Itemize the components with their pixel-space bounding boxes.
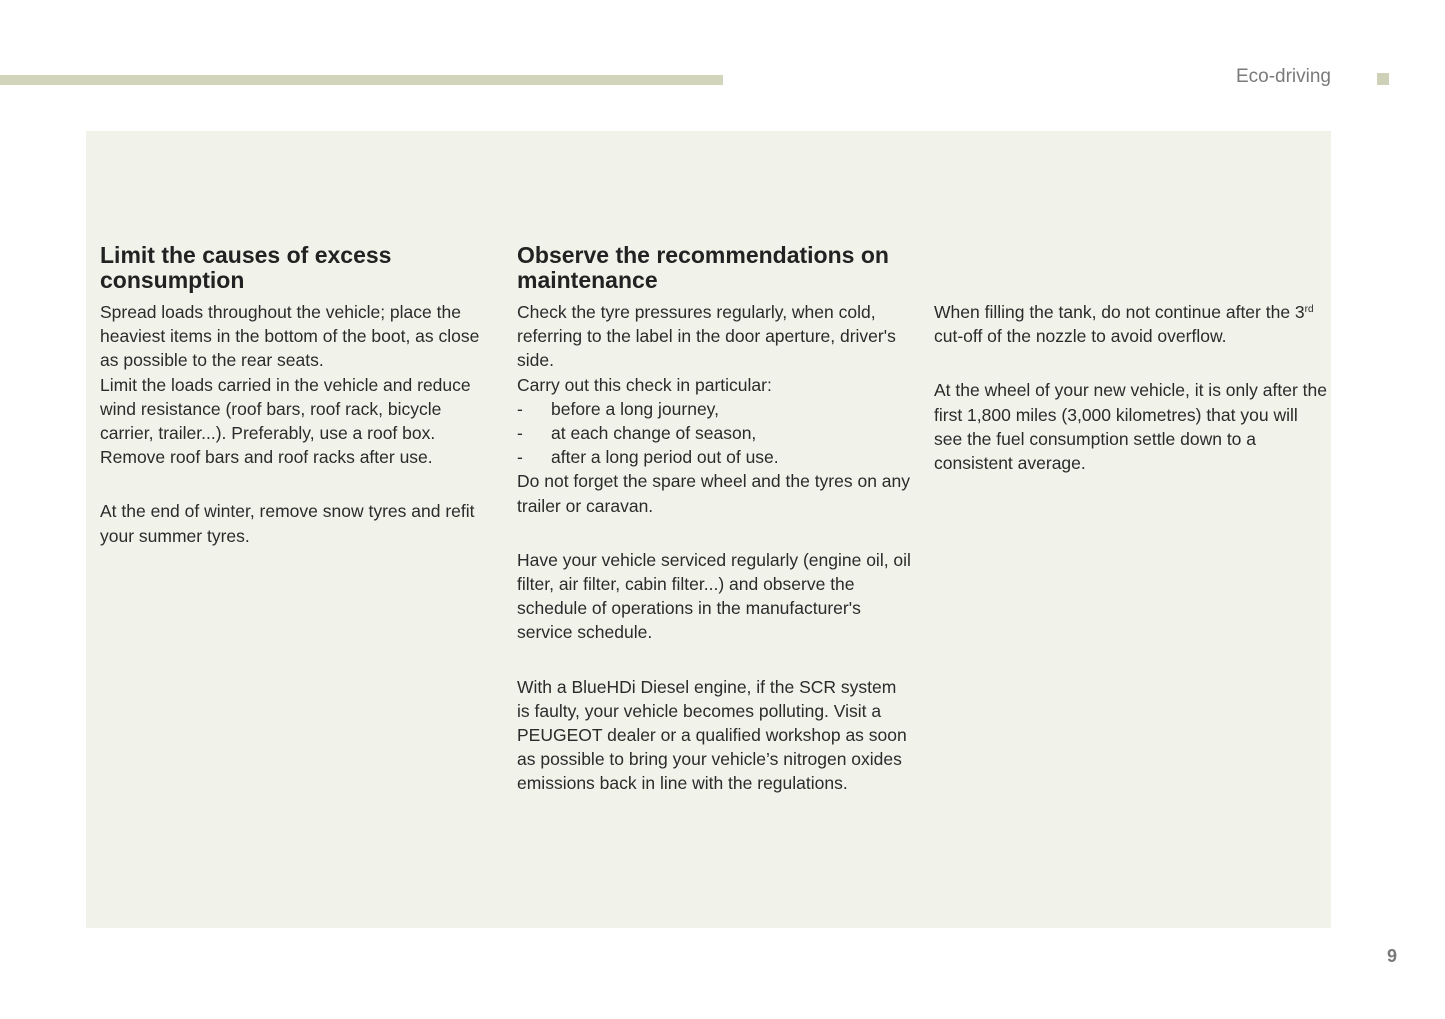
heading-excess-consumption: Limit the causes of excess consumption [100, 242, 392, 293]
paragraph-servicing: Have your vehicle serviced regularly (engine oil, oil filter, air filter, cabin filter...) and observe the schedule of operations in the manufacturer's service schedule. [517, 549, 911, 643]
column-maintenance [517, 243, 912, 796]
section-marker [1377, 73, 1389, 85]
bullet-dash: - [517, 447, 523, 468]
section-title: Eco-driving [1235, 66, 1331, 87]
column-excess-consumption [100, 243, 490, 548]
bullet-item [517, 445, 912, 469]
bullet-text: at each change of season, [551, 423, 757, 444]
bullet-dash: - [517, 423, 523, 444]
paragraph-limit-loads: Limit the loads carried in the vehicle and reduce wind resistance (roof bars, roof rack, bicycle carrier, trailer...). Preferably, use a roof box. [100, 374, 471, 444]
paragraph-consumption-settle: At the wheel of your new vehicle, it is only after the first 1,800 miles (3,000 kilometres) that you will see the fuel consumption settle down to a consistent average. [934, 380, 1327, 474]
paragraph-check-intro: Carry out this check in particular: [517, 374, 772, 395]
bullet-item [517, 397, 912, 421]
heading-maintenance: Observe the recommendations on maintenance [517, 242, 889, 293]
paragraph-bluehdi: With a BlueHDi Diesel engine, if the SCR system is faulty, your vehicle becomes polluting. Visit a PEUGEOT dealer or a qualified workshop as soon as possible to bring your vehicle’s nitrogen oxides emissions back in line with the regulations. [517, 676, 907, 794]
paragraph-filling-tank: When filling the tank, do not continue after the 3rd cut-off of the nozzle to avoid overflow. [934, 302, 1314, 347]
paragraph-tyre-pressure: Check the tyre pressures regularly, when cold, referring to the label in the door aperture, driver's side. [517, 302, 896, 371]
paragraph-winter-tyres: At the end of winter, remove snow tyres and refit your summer tyres. [100, 501, 475, 546]
paragraph-remove-roof-bars: Remove roof bars and roof racks after use. [100, 447, 433, 468]
header-rule [0, 75, 723, 85]
paragraph-spread-loads: Spread loads throughout the vehicle; place the heaviest items in the bottom of the boot, as close as possible to the rear seats. [100, 302, 480, 371]
bullet-text: before a long journey, [551, 398, 719, 419]
paragraph-spare-wheel: Do not forget the spare wheel and the tyres on any trailer or caravan. [517, 471, 911, 516]
bullet-dash: - [517, 398, 523, 419]
bullet-text: after a long period out of use. [551, 447, 779, 468]
bullet-item [517, 421, 912, 445]
column-fuel-tips [934, 300, 1329, 475]
page-number: 9 [1386, 946, 1397, 966]
ordinal-suffix: rd [1304, 304, 1314, 315]
